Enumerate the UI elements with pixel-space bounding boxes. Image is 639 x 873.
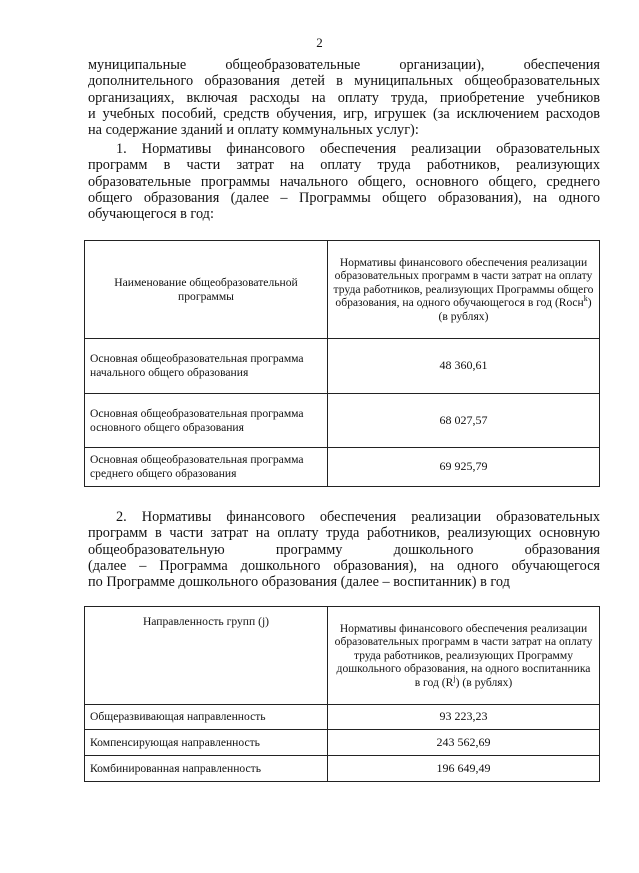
- table-row: [85, 705, 600, 730]
- section-2-line: программ в части затрат на оплату труда работников, реализующих основную: [88, 525, 600, 542]
- norm-header-text: Нормативы финансового обеспечения реализации образовательных программ в части затрат на оплату труда работников, реализующих Программы общего образования, на одного обучающегося в год (Rocн: [333, 255, 594, 310]
- intro-line: и учебных пособий, средств обучения, игр, игрушек (за исключением расходов: [88, 105, 600, 122]
- table-general-education: [84, 240, 600, 487]
- page-number: 2: [316, 35, 323, 50]
- table-preschool-education: [84, 606, 600, 782]
- table-header-program-name: Наименование общеобразовательной программы: [85, 241, 328, 339]
- norm-value-cell: 69 925,79: [328, 448, 600, 487]
- group-focus-cell: Комбинированная направленность: [85, 756, 328, 782]
- table-row: [85, 756, 600, 782]
- section-2-line: общеобразовательную программу дошкольного образования: [88, 541, 600, 558]
- section-1-line: образовательные программы начального общего, основного общего, среднего: [88, 173, 600, 190]
- section-1-paragraph: [88, 141, 600, 222]
- table-header-norm: [328, 241, 600, 339]
- norm-header-sup: j: [453, 674, 456, 684]
- table-header-row: [85, 241, 600, 339]
- norm-value-cell: 93 223,23: [328, 705, 600, 730]
- intro-line: муниципальные общеобразовательные организации), обеспечения: [88, 57, 600, 73]
- section-1-line: программ в части затрат на оплату труда работников, реализующих: [88, 157, 600, 174]
- section-1-line: общего образования (далее – Программы общего образования), на одного: [88, 189, 600, 206]
- table-row: [85, 448, 600, 487]
- table-row: [85, 394, 600, 448]
- intro-line: организациях, включая расходы на оплату труда, приобретение учебников: [88, 89, 600, 106]
- norm-header-tail: ) (в рублях): [438, 296, 592, 323]
- norm-header-sup: k: [583, 294, 588, 304]
- section-2-paragraph: [88, 509, 600, 590]
- section-2-line: по Программе дошкольного образования (далее – воспитанник) в год: [88, 574, 510, 591]
- section-2-line: (далее – Программа дошкольного образования), на одного обучающегося: [88, 557, 600, 574]
- group-focus-cell: Общеразвивающая направленность: [85, 705, 328, 730]
- norm-header-tail: ) (в рублях): [455, 675, 513, 689]
- table-header-norm: [328, 607, 600, 705]
- program-name-cell: Основная общеобразовательная программа начального общего образования: [85, 339, 328, 394]
- program-name-cell: Основная общеобразовательная программа основного общего образования: [85, 394, 328, 448]
- program-name-cell: Основная общеобразовательная программа среднего общего образования: [85, 448, 328, 487]
- norm-header-text: Нормативы финансового обеспечения реализации образовательных программ в части затрат на оплату труда работников, реализующих Программу дошкольного образования, на одного воспитанника в год (R: [334, 621, 593, 689]
- section-2-line: 2. Нормативы финансового обеспечения реализации образовательных: [116, 509, 600, 525]
- norm-value-cell: 196 649,49: [328, 756, 600, 782]
- section-1-line: 1. Нормативы финансового обеспечения реализации образовательных: [116, 141, 600, 157]
- intro-paragraph: [88, 57, 600, 138]
- norm-value-cell: 48 360,61: [328, 339, 600, 394]
- table-row: [85, 339, 600, 394]
- table-header-row: [85, 607, 600, 705]
- group-focus-cell: Компенсирующая направленность: [85, 730, 328, 756]
- intro-line: на содержание зданий и оплату коммунальных услуг):: [88, 122, 419, 139]
- norm-value-cell: 243 562,69: [328, 730, 600, 756]
- table-header-group-focus: Направленность групп (j): [85, 607, 328, 705]
- table-row: [85, 730, 600, 756]
- norm-value-cell: 68 027,57: [328, 394, 600, 448]
- intro-line: дополнительного образования детей в муниципальных общеобразовательных: [88, 73, 600, 90]
- section-1-line: обучающегося в год:: [88, 206, 214, 223]
